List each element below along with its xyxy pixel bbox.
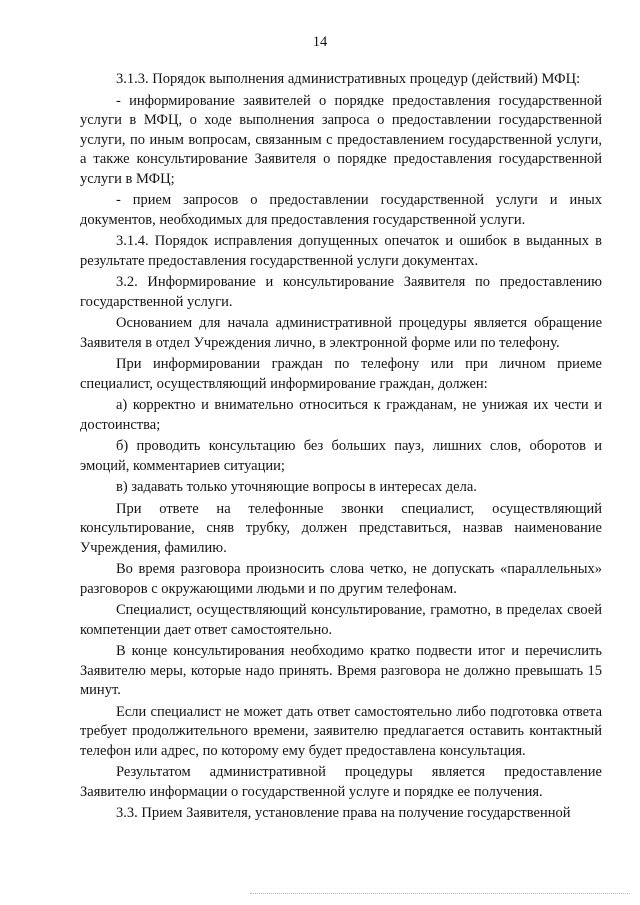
scan-artifact-line bbox=[250, 893, 630, 894]
paragraph-item-c: в) задавать только уточняющие вопросы в интересах дела. bbox=[116, 479, 477, 495]
page-number: 14 bbox=[312, 34, 328, 50]
paragraph-3-1-4: 3.1.4. Порядок исправления допущенных опечаток и ошибок в выданных в результате предоставления государственной услуги документах. bbox=[80, 233, 602, 269]
paragraph-competence: Специалист, осуществляющий консультирование, грамотно, в пределах своей компетенции дает ответ самостоятельно. bbox=[80, 602, 602, 638]
paragraph-result: Результатом административной процедуры является предоставление Заявителю информации о государственной услуге и порядке ее получения. bbox=[80, 764, 602, 800]
document-body bbox=[80, 70, 602, 826]
paragraph-phone-answer: При ответе на телефонные звонки специалист, осуществляющий консультирование, сняв трубку, должен представиться, назвав наименование Учреждения, фамилию. bbox=[80, 500, 602, 556]
paragraph-list-item-informing: - информирование заявителей о порядке предоставления государственной услуги в МФЦ, о ходе выполнения запроса о предоставлении государственной услуги, по иным вопросам, связанным с предоставлением государственной услуги, а также консультирование Заявителя о порядке предоставления государственной услуги в МФЦ; bbox=[80, 92, 602, 187]
paragraph-item-a: а) корректно и внимательно относиться к гражданам, не унижая их чести и достоинства; bbox=[80, 397, 602, 433]
paragraph-3-2-heading: 3.2. Информирование и консультирование Заявителя по предоставлению государственной услуги. bbox=[80, 274, 602, 310]
paragraph-3-3-heading: 3.3. Прием Заявителя, установление права на получение государственной bbox=[116, 805, 571, 821]
paragraph-informing-duties: При информировании граждан по телефону или при личном приеме специалист, осуществляющий информирование граждан, должен: bbox=[80, 356, 602, 392]
paragraph-3-1-3-heading: 3.1.3. Порядок выполнения административных процедур (действий) МФЦ: bbox=[116, 71, 581, 87]
paragraph-list-item-reception: - прием запросов о предоставлении государственной услуги и иных документов, необходимых для предоставления государственной услуги. bbox=[80, 192, 602, 228]
paragraph-deferred-answer: Если специалист не может дать ответ самостоятельно либо подготовка ответа требует продолжительного времени, заявителю предлагается оставить контактный телефон или адрес, по которому ему будет предоставлена консультация. bbox=[80, 703, 602, 759]
paragraph-basis: Основанием для начала административной процедуры является обращение Заявителя в отдел Учреждения лично, в электронной форме или по телефону. bbox=[80, 315, 602, 351]
paragraph-summary: В конце консультирования необходимо кратко подвести итог и перечислить Заявителю меры, которые надо принять. Время разговора не должно превышать 15 минут. bbox=[80, 643, 602, 698]
paragraph-item-b: б) проводить консультацию без больших пауз, лишних слов, оборотов и эмоций, комментариев ситуации; bbox=[80, 438, 602, 474]
paragraph-conversation: Во время разговора произносить слова четко, не допускать «параллельных» разговоров с окружающими людьми и по другим телефонам. bbox=[80, 561, 602, 597]
